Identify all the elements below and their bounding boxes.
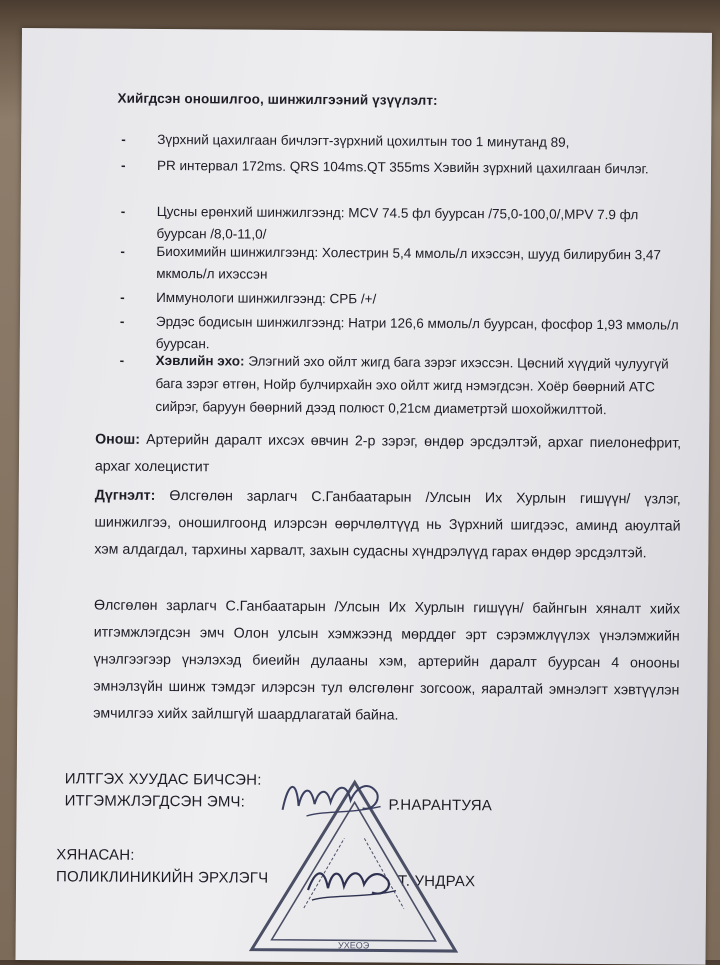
- bullet-dash: -: [120, 289, 125, 305]
- list-item-text: Эрдэс бодисын шинжилгээнд: Натри 126,6 ммоль/л буурсан, фосфор 1,93 ммоль/л буурсан.: [155, 313, 679, 352]
- signature-caption-doctor: ИТГЭМЖЛЭГДСЭН ЭМЧ:: [64, 792, 246, 811]
- conclusion-paragraph: [94, 483, 681, 568]
- bullet-dash: -: [120, 243, 125, 259]
- director-name: Т. УНДРАХ: [397, 872, 476, 891]
- section-heading: Хийгдсэн оношилгоо, шинжилгээний үзүүлэлт:: [117, 90, 438, 108]
- list-item: [121, 155, 681, 203]
- document-page: [15, 28, 711, 965]
- diagnosis-text: Артерийн даралт ихсэх өвчин 2-р зэрэг, өндөр эрсдэлтэй, архаг пиелонефрит, архаг холецистит: [94, 431, 682, 476]
- signature-caption-reviewed: ХЯНАСАН:: [56, 846, 135, 864]
- doctor-signature-scrawl: [276, 770, 396, 831]
- stamp-text: УХЕОЭ: [337, 940, 370, 951]
- list-item-text: Цусны ерөнхий шинжилгээнд: MCV 74.5 фл буурсан /75,0-100,0/,MPV 7.9 фл буурсан /8,0-11,0/: [156, 203, 639, 242]
- list-item-text: Биохимийн шинжилгээнд: Холестрин 5,4 ммоль/л ихэссэн, шууд билирубин 3,47 мкмоль/л ихэссэн: [156, 243, 662, 282]
- conclusion-label: Дүгнэлт:: [94, 487, 156, 504]
- diagnosis-label: Онош:: [95, 431, 141, 448]
- ultrasound-label: Хэвлийн эхо:: [155, 352, 245, 369]
- list-item-text: PR интервал 172ms. QRS 104ms.QT 355ms Хэвийн зүрхний цахилгаан бичлэг.: [156, 157, 649, 177]
- bullet-dash: -: [120, 157, 126, 173]
- list-item-text: Иммунологи шинжилгээнд: СРБ /+/: [156, 289, 377, 307]
- ultrasound-text: Элэгний эхо ойлт жигд бага зэрэг ихэссэн. Цөсний хүүдий чулуугүй бага зэрэг өтгөн, Нойр булчирхайн эхо ойлт жигд нэмэгдсэн. Хоёр бөөрний АТС сийрэг, баруун бөөрний дээд полюст 0,21см диаметртэй шохойжилттой.: [155, 353, 669, 418]
- bullet-dash: -: [120, 203, 126, 219]
- list-item: [120, 241, 680, 289]
- list-item-text: [155, 349, 685, 422]
- recommendation-paragraph: Өлсгөлөн зарлагч С.Ганбаатарын /Улсын Их Хурлын гишүүн/ байнгын хяналт хийх итгэмжлэгдсэн эмч Олон улсын хэмжээнд мөрддөг эрт сэрэмжлүүлэх үнэлэмжийн үнэлгээгээр үнэлэхэд биеийн дулааны хэм, артерийн даралт буурсан 4 онооны эмнэлзүйн шинж тэмдэг илэрсэн тул өлсгөлөнг зогсоож, яаралтай эмнэлэгт хэвтүүлэн эмчилгээ хийх зайлшгүй шаардлагатай байна.: [93, 597, 681, 724]
- signature-caption-director: ПОЛИКЛИНИКИЙН ЭРХЛЭГЧ: [56, 868, 269, 887]
- signature-caption-writer: ИЛТГЭХ ХУУДАС БИЧСЭН:: [64, 770, 262, 789]
- director-signature-scrawl: [302, 860, 402, 911]
- doctor-name: Р.НАРАНТУЯА: [388, 796, 493, 815]
- bullet-dash: -: [121, 131, 126, 147]
- list-item-text: Зүрхний цахилгаан бичлэгт-зүрхний цохилтын тоо 1 минутанд 89,: [157, 131, 570, 150]
- document-content: [15, 28, 711, 965]
- list-item: [120, 287, 680, 313]
- list-item: [121, 129, 681, 155]
- conclusion-text: Өлсгөлөн зарлагч С.Ганбаатарын /Улсын Их Хурлын гишүүн/ үзлэг, шинжилгээ, оношилгоонд илэрсэн өөрчлөлтүүд нь Зүрхний шигдээс, аминд аюултай хэм алдагдал, тархины харвалт, захын судасны хүндрэлүүд гарах өндөр эрсдэлтэй.: [94, 487, 681, 562]
- bullet-dash: -: [119, 313, 125, 329]
- diagnosis-paragraph: [95, 427, 681, 485]
- bullet-dash: -: [119, 352, 125, 368]
